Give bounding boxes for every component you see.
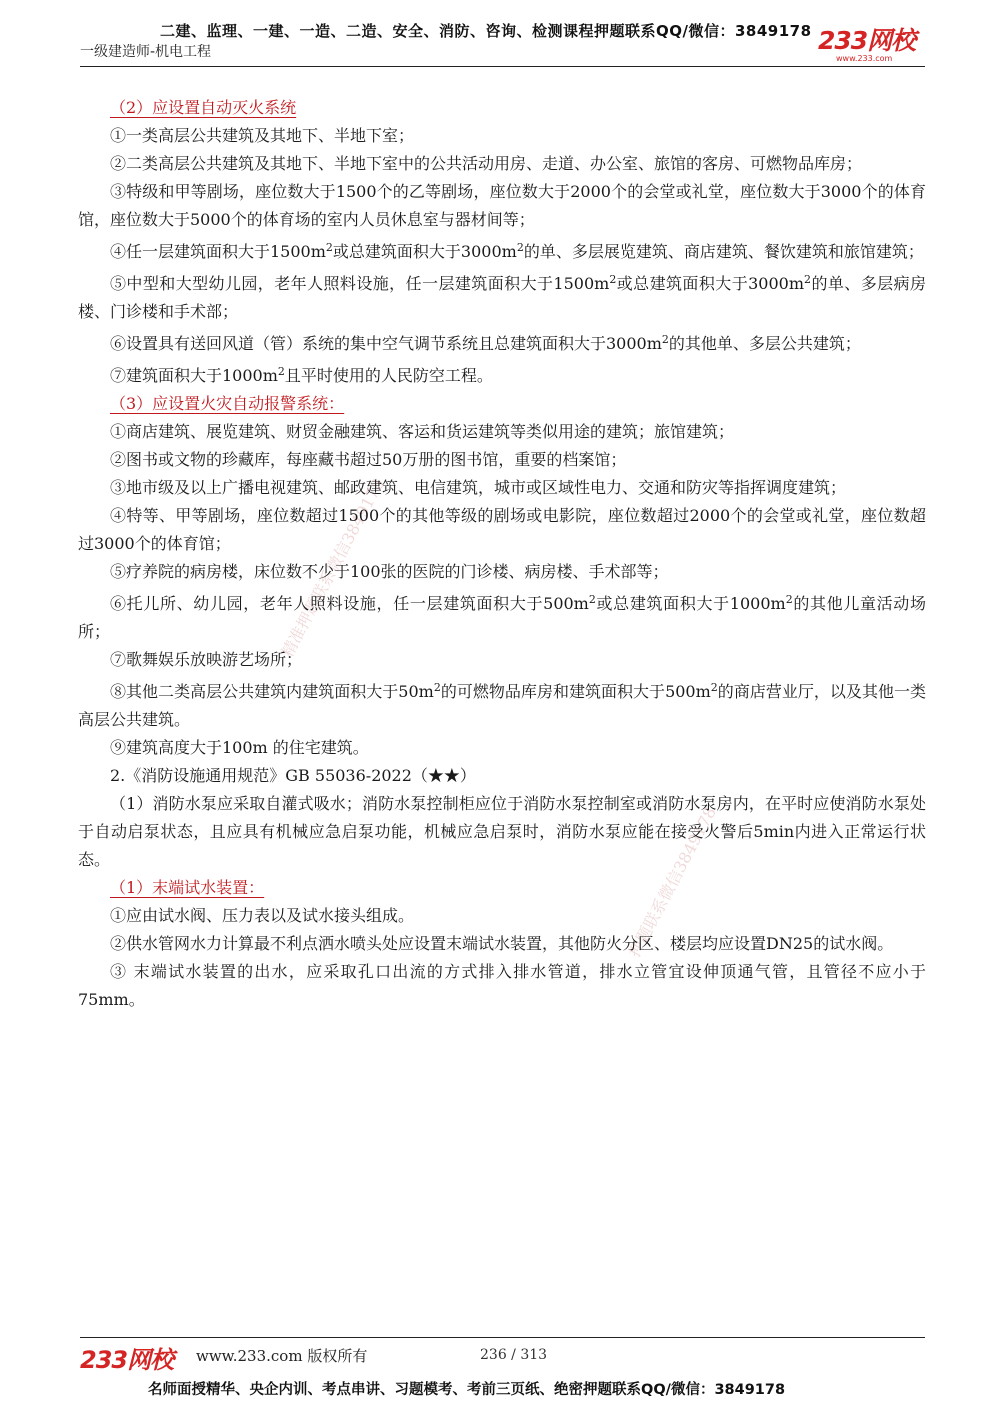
list-item: ④任一层建筑面积大于$1500m^2$或总建筑面积大于$3000m^2$的单、多层展览建筑、商店建筑、餐饮建筑和旅馆建筑； xyxy=(110,241,924,261)
section-heading-text: （1）末端试水装置： xyxy=(110,878,265,897)
list-item: ③特级和甲等剧场，座位数大于1500个的乙等剧场，座位数大于2000个的会堂或礼堂，座位数大于3000个的体育馆，座位数大于5000个的体育场的室内人员休息室与器材间等； xyxy=(78,182,926,229)
paragraph: （1）消防水泵应采取自灌式吸水；消防水泵控制柜应位于消防水泵控制室或消防水泵房内，在平时应使消防水泵处于自动启泵状态，且应具有机械应急启泵功能，机械应急启泵时，消防水泵应能在接受火警后5min内进入正常运行状态。 xyxy=(78,794,926,869)
header-subtitle: 一级建造师-机电工程 xyxy=(80,44,212,60)
header-promo: 二建、监理、一建、一造、二造、安全、消防、咨询、检测课程押题联系QQ/微信：3849178 xyxy=(160,22,812,40)
section-heading xyxy=(78,390,926,418)
header-divider xyxy=(80,66,925,67)
list-item: ④特等、甲等剧场，座位数超过1500个的其他等级的剧场或电影院，座位数超过2000个的会堂或礼堂，座位数超过3000个的体育馆； xyxy=(78,506,926,553)
page-number: 236 / 313 xyxy=(480,1347,548,1363)
footer-divider xyxy=(80,1337,925,1338)
list-item: ⑧其他二类高层公共建筑内建筑面积大于$50m^2$的可燃物品库房和建筑面积大于$500m^2$的商店营业厅，以及其他一类高层公共建筑。 xyxy=(78,681,926,729)
list-item: ⑨建筑高度大于100m 的住宅建筑。 xyxy=(110,738,369,757)
section-heading-text: （3）应设置火灾自动报警系统： xyxy=(110,394,345,413)
list-item: ①应由试水阀、压力表以及试水接头组成。 xyxy=(110,906,415,925)
watermark: 精准押题联系微信3849178 xyxy=(277,475,388,661)
section-heading xyxy=(78,874,926,902)
brand-logo[interactable] xyxy=(818,28,922,62)
list-item: ③地市级及以上广播电视建筑、邮政建筑、电信建筑，城市或区域性电力、交通和防灾等指挥调度建筑； xyxy=(110,478,847,497)
list-item: ⑤疗养院的病房楼，床位数不少于100张的医院的门诊楼、病房楼、手术部等； xyxy=(110,562,669,581)
list-item: ②供水管网水力计算最不利点洒水喷头处应设置末端试水装置，其他防火分区、楼层均应设置DN25的试水阀。 xyxy=(110,934,894,953)
footer-promo: 名师面授精华、央企内训、考点串讲、习题模考、考前三页纸、绝密押题联系QQ/微信：3849178 xyxy=(148,1382,786,1398)
list-item: ③ 末端试水装置的出水，应采取孔口出流的方式排入排水管道，排水立管宜设伸顶通气管，且管径不应小于75mm。 xyxy=(78,962,926,1009)
list-item: ⑥托儿所、幼儿园，老年人照料设施，任一层建筑面积大于$500m^2$或总建筑面积大于$1000m^2$的其他儿童活动场所； xyxy=(78,593,926,641)
section-title: 2.《消防设施通用规范》GB 55036-2022（★★） xyxy=(110,766,476,785)
list-item: ⑥设置具有送回风道（管）系统的集中空气调节系统且总建筑面积大于$3000m^2$的其他单、多层公共建筑； xyxy=(110,333,861,353)
brand-logo-text: 233网校 xyxy=(818,26,916,55)
section-heading-text: （2）应设置自动灭火系统 xyxy=(110,98,297,117)
list-item: ⑦歌舞娱乐放映游艺场所； xyxy=(110,650,303,669)
list-item: ①商店建筑、展览建筑、财贸金融建筑、客运和货运建筑等类似用途的建筑；旅馆建筑； xyxy=(110,422,735,441)
list-item: ①一类高层公共建筑及其地下、半地下室； xyxy=(110,126,415,145)
list-item: ⑤中型和大型幼儿园，老年人照料设施，任一层建筑面积大于$1500m^2$或总建筑面积大于$3000m^2$的单、多层病房楼、门诊楼和手术部； xyxy=(78,273,926,321)
footer-logo[interactable]: 233网校 xyxy=(80,1346,174,1374)
document-body xyxy=(78,94,926,1014)
list-item: ②二类高层公共建筑及其地下、半地下室中的公共活动用房、走道、办公室、旅馆的客房、可燃物品库房； xyxy=(110,154,863,173)
list-item: ⑦建筑面积大于$1000m^2$且平时使用的人民防空工程。 xyxy=(110,365,493,385)
watermark: 押题联系微信3849178 xyxy=(624,803,720,961)
section-heading xyxy=(78,94,926,122)
footer-copyright[interactable]: www.233.com 版权所有 xyxy=(196,1347,368,1365)
brand-logo-url: www.233.com xyxy=(836,54,893,63)
list-item: ②图书或文物的珍藏库，每座藏书超过50万册的图书馆，重要的档案馆； xyxy=(110,450,627,469)
